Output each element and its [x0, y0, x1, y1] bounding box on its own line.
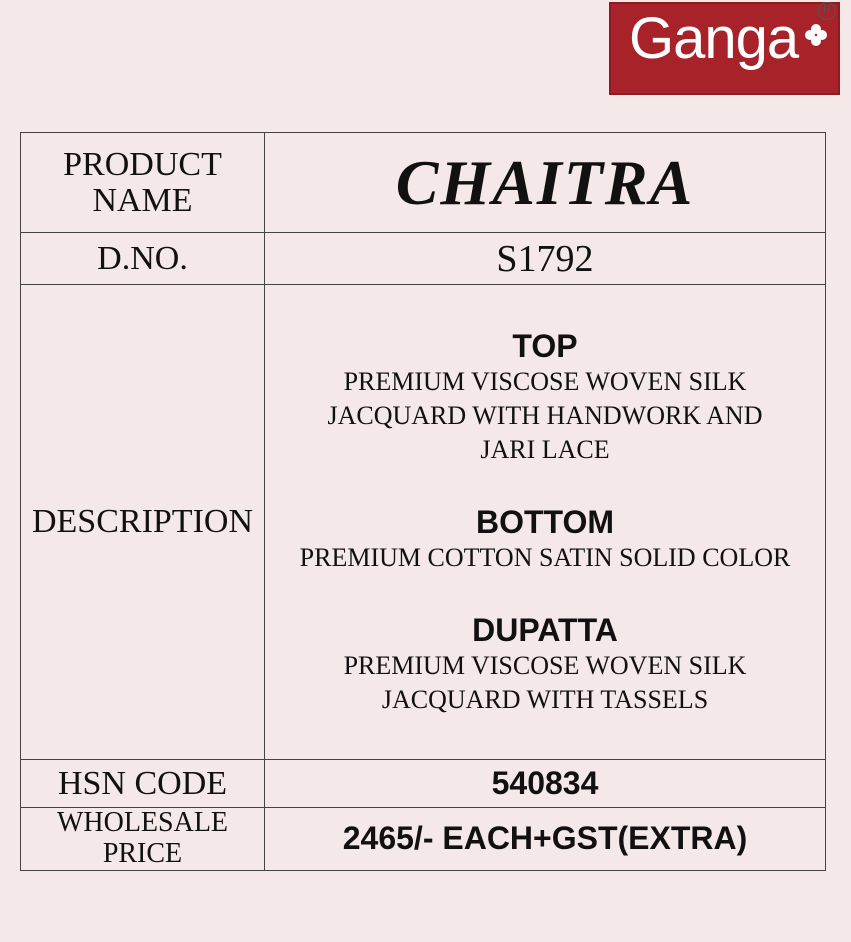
brand-name: Ganga	[629, 6, 799, 71]
row-description	[21, 285, 826, 760]
dupatta-line: JACQUARD WITH TASSELS	[381, 685, 709, 715]
row-price	[21, 808, 826, 871]
bottom-line: PREMIUM COTTON SATIN SOLID COLOR	[299, 543, 791, 573]
dno-value: S1792	[265, 233, 826, 285]
registered-mark: R	[818, 2, 836, 20]
bottom-heading: BOTTOM	[475, 503, 615, 540]
description-value	[265, 285, 826, 760]
top-heading: TOP	[512, 328, 578, 365]
top-line: JARI LACE	[480, 435, 610, 464]
price-label: WHOLESALE PRICE	[21, 808, 265, 871]
description-label: DESCRIPTION	[21, 285, 265, 760]
dupatta-heading: DUPATTA	[472, 611, 618, 648]
hsn-value: 540834	[265, 760, 826, 808]
row-dno	[21, 233, 826, 285]
top-line: PREMIUM VISCOSE WOVEN SILK	[343, 367, 747, 397]
hsn-label: HSN CODE	[21, 760, 265, 808]
product-name-value: CHAITRA	[265, 133, 826, 233]
dupatta-line: PREMIUM VISCOSE WOVEN SILK	[343, 651, 747, 681]
flower-icon	[805, 24, 827, 46]
row-hsn	[21, 760, 826, 808]
top-line: JACQUARD WITH HANDWORK AND	[327, 401, 763, 431]
price-value: 2465/- EACH+GST(EXTRA)	[265, 808, 826, 871]
product-name-label: PRODUCT NAME	[21, 133, 265, 233]
row-product-name	[21, 133, 826, 233]
product-table	[20, 132, 826, 871]
dno-label: D.NO.	[21, 233, 265, 285]
brand-logo	[609, 2, 840, 95]
